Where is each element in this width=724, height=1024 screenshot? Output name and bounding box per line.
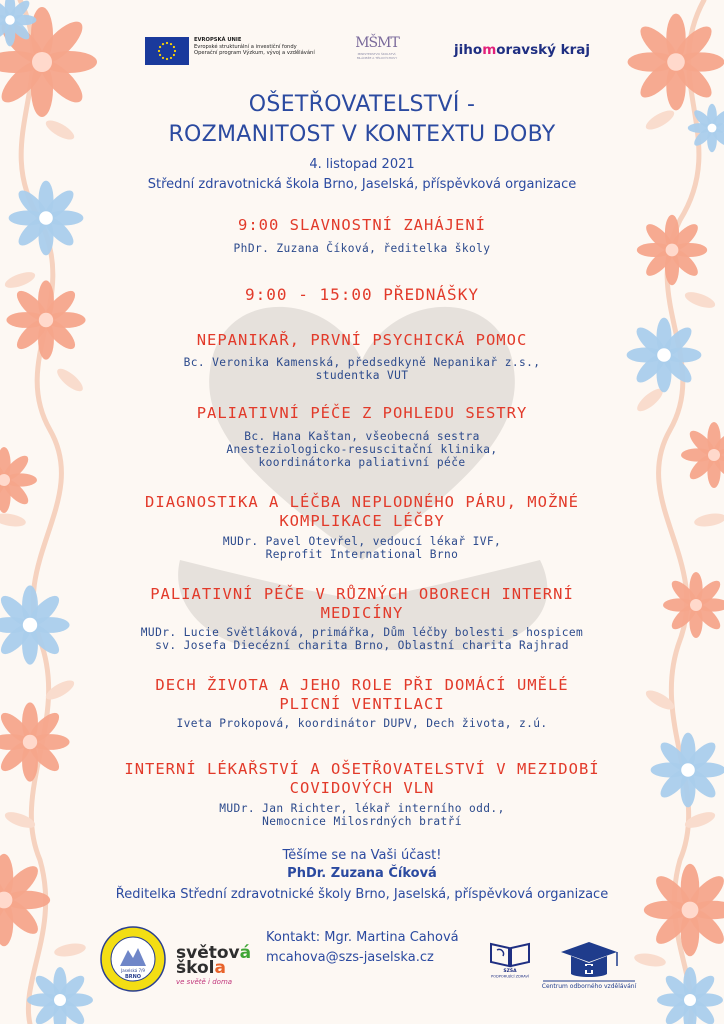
eu-star (158, 50, 160, 52)
lectures-heading: 9:00 - 15:00 PŘEDNÁŠKY (245, 285, 479, 304)
eu-star (159, 46, 161, 48)
talk-3-title-line1: DIAGNOSTIKA A LÉČBA NEPLODNÉHO PÁRU, MOŽNÉ (145, 493, 579, 511)
opening-heading: 9:00 SLAVNOSTNÍ ZAHÁJENÍ (238, 216, 486, 234)
talk-4-title-line2: MEDICÍNY (320, 604, 404, 622)
region-logo-part2: m (482, 42, 497, 58)
svetova-skola-tagline: ve světě i doma (176, 978, 233, 986)
talk-5-speaker (0, 717, 724, 730)
talk-3-speaker (0, 535, 724, 561)
eu-logo (145, 37, 315, 65)
eu-star (170, 57, 172, 59)
talk-2-title (0, 404, 724, 423)
talk-5-title-line1: DECH ŽIVOTA A JEHO ROLE PŘI DOMÁCÍ UMĚLÉ (155, 676, 569, 694)
contact-email[interactable]: mcahova@szs-jaselska.cz (266, 950, 434, 965)
page-title-line2: ROZMANITOST V KONTEXTU DOBY (168, 122, 556, 147)
book-logo-line1: SZŠA (503, 969, 517, 974)
talk-1-title-line1: NEPANIKAŘ, PRVNÍ PSYCHICKÁ POMOC (196, 331, 528, 349)
talk-4-title-line1: PALIATIVNÍ PÉČE V RŮZNÝCH OBORECH INTERNÍ (150, 585, 574, 603)
msmt-logo-mark: MŠMT (355, 35, 399, 51)
closing-signature-role: Ředitelka Střední zdravotnické školy Brno, Jaselská, příspěvková organizace (115, 887, 609, 902)
page-title (0, 90, 724, 150)
eu-star (162, 43, 164, 45)
book-logo-line2: PODPORUJÍCÍ ZDRAVÍ (490, 974, 530, 979)
eu-logo-line2: Operační program Výzkum, vývoj a vzdělávání (194, 50, 315, 57)
talk-2-speaker (0, 430, 724, 470)
talk-3-title (0, 493, 724, 531)
svetova-word2-b: a (214, 958, 226, 978)
eu-star (162, 57, 164, 59)
eu-star (166, 42, 168, 44)
talk-5-speaker-line1: Iveta Prokopová, koordinátor DUPV, Dech života, z.ú. (176, 717, 548, 730)
svetova-skola-logo (176, 943, 268, 986)
talk-3-speaker-line1: MUDr. Pavel Otevřel, vedoucí lékař IVF, (222, 535, 502, 548)
talk-2-speaker-line3: koordinátorka paliativní péče (258, 456, 466, 470)
eu-star (174, 50, 176, 52)
eu-star (173, 54, 175, 56)
svetova-word2-a: škol (176, 958, 215, 978)
organizer: Střední zdravotnická škola Brno, Jaselská, příspěvková organizace (147, 177, 577, 192)
region-logo-part3: oravský kraj (496, 42, 590, 58)
eu-star (173, 46, 175, 48)
eu-logo-title: EVROPSKÁ UNIE (194, 37, 242, 43)
flower-icon (657, 967, 723, 1024)
talk-4-title (0, 585, 724, 623)
talk-4-speaker (0, 626, 724, 652)
contact-block (266, 928, 459, 968)
talk-1-speaker-line2: studentka VUT (315, 369, 409, 383)
talk-6-title-line1: INTERNÍ LÉKAŘSTVÍ A OŠETŘOVATELSTVÍ V MEZIDOBÍ (124, 760, 600, 778)
svetova-skola-wordmark (176, 943, 268, 978)
talk-1-speaker (0, 356, 724, 382)
vocational-center-label: Centrum odborného vzdělávání (541, 983, 637, 990)
school-seal-logo (100, 926, 166, 992)
page-title-line1: OŠETŘOVATELSTVÍ - (248, 92, 476, 117)
talk-1-title (0, 331, 724, 350)
leaf (53, 941, 87, 958)
eu-logo-text (194, 37, 315, 57)
seal-center-text: Jaselská 7/9 (121, 968, 145, 973)
seal-city-text: BRNO (124, 974, 142, 980)
south-moravian-region-logo (454, 42, 590, 58)
eu-star (159, 54, 161, 56)
talk-5-title (0, 676, 724, 714)
region-logo-part1: jiho (454, 42, 483, 58)
svetova-word1-a: světov (176, 943, 240, 963)
talk-2-title-line1: PALIATIVNÍ PÉČE Z POHLEDU SESTRY (196, 404, 528, 422)
flower-icon (27, 967, 93, 1024)
talk-1-speaker-line1: Bc. Veronika Kamenská, předsedkyně Nepanikař z.s., (183, 356, 541, 369)
svetova-word1-b: á (239, 943, 252, 963)
talk-4-speaker-line2: sv. Josefa Diecézní charita Brno, Oblastní charita Rajhrad (155, 639, 569, 653)
talk-6-title (0, 760, 724, 798)
msmt-logo (350, 34, 404, 60)
talk-3-title-line2: KOMPLIKACE LÉČBY (279, 512, 445, 530)
talk-3-speaker-line2: Reprofit International Brno (265, 548, 459, 562)
talk-6-speaker-line2: Nemocnice Milosrdných bratří (262, 815, 462, 829)
contact-person: Kontakt: Mgr. Martina Cahová (266, 930, 459, 945)
talk-5-title-line2: PLICNÍ VENTILACI (279, 695, 445, 713)
talk-4-speaker-line1: MUDr. Lucie Světláková, primářka, Dům léčby bolesti s hospicem (140, 626, 584, 639)
event-date: 4. listopad 2021 (309, 157, 415, 172)
eu-flag-icon (145, 37, 189, 65)
talk-6-speaker-line1: MUDr. Jan Richter, lékař interního odd., (219, 802, 505, 815)
closing-signature-name: PhDr. Zuzana Číková (287, 866, 437, 881)
health-promoting-school-logo (483, 940, 537, 980)
opening-speaker: PhDr. Zuzana Číková, ředitelka školy (233, 242, 491, 255)
eu-star (170, 43, 172, 45)
talk-2-speaker-line1: Bc. Hana Kaštan, všeobecná sestra (244, 430, 480, 443)
leaf (633, 951, 667, 968)
talk-2-speaker-line2: Anesteziologicko-resuscitační klinika, (226, 443, 498, 457)
eu-logo-line1: Evropské strukturální a investiční fondy (194, 43, 297, 50)
vocational-center-logo (541, 940, 637, 990)
talk-6-title-line2: COVIDOVÝCH VLN (289, 779, 435, 797)
sponsor-logos-row (145, 34, 590, 70)
closing-invitation: Těšíme se na Vaši účast! (282, 848, 442, 863)
eu-star (166, 58, 168, 60)
msmt-logo-subtitle: MINISTERSTVO ŠKOLSTVÍ, MLÁDEŽE A TĚLOVÝCHOVY (356, 52, 398, 60)
talk-6-speaker (0, 802, 724, 828)
